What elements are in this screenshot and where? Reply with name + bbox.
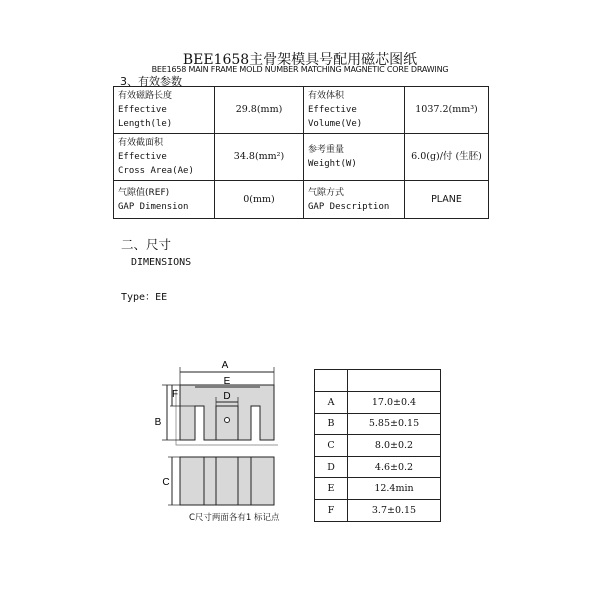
marking-note: C尺寸两面各有1 标记点 — [189, 513, 280, 523]
dim-value: 4.6±0.2 — [348, 456, 441, 478]
section-effective-params-heading: 3、有效参数 — [120, 75, 182, 88]
dim-key: C — [315, 435, 348, 457]
label-f: F — [171, 389, 179, 400]
label-b: B — [154, 417, 162, 428]
cross-area-value: 34.8(mm²) — [215, 134, 304, 181]
table-row — [315, 456, 441, 478]
label-d: D — [223, 391, 231, 402]
gap-desc-label-cell: 气隙方式 GAP Description — [304, 181, 405, 219]
page-subtitle: BEE1658 MAIN FRAME MOLD NUMBER MATCHING MAGNETIC CORE DRAWING — [151, 65, 449, 74]
page-title: BEE1658主骨架模具号配用磁芯图纸 — [182, 52, 418, 68]
core-side-view — [180, 457, 274, 505]
core-type-label: Type：EE — [121, 292, 168, 303]
table-row — [315, 499, 441, 521]
table-row — [315, 413, 441, 435]
table-row — [315, 435, 441, 457]
dim-key: E — [315, 478, 348, 500]
weight-value: 6.0(g)/付 (生胚) — [405, 134, 489, 181]
dim-value: 5.85±0.15 — [348, 413, 441, 435]
volume-label-cell: 有效体积 Effective Volume(Ve) — [304, 87, 405, 134]
label-c: C — [162, 477, 170, 488]
dim-table-header-key — [315, 370, 348, 392]
gap-label-cell: 气隙值(REF) GAP Dimension — [114, 181, 215, 219]
cross-area-label-cell: 有效截面积 Effective Cross Area(Ae) — [114, 134, 215, 181]
weight-label-cell: 参考重量 Weight(W) — [304, 134, 405, 181]
core-dimension-drawing — [150, 355, 290, 515]
dim-key: F — [315, 499, 348, 521]
dimension-table — [314, 369, 441, 522]
mark-point — [225, 418, 230, 423]
dimensions-label: DIMENSIONS — [131, 257, 192, 268]
dim-value: 12.4min — [348, 478, 441, 500]
dim-value: 8.0±0.2 — [348, 435, 441, 457]
effective-params-table — [113, 86, 489, 219]
dim-key: D — [315, 456, 348, 478]
path-length-value: 29.8(mm) — [215, 87, 304, 134]
table-row — [315, 478, 441, 500]
table-row — [315, 392, 441, 414]
label-e: E — [223, 376, 231, 387]
dim-key: A — [315, 392, 348, 414]
dim-value: 17.0±0.4 — [348, 392, 441, 414]
gap-desc-value: PLANE — [405, 181, 489, 219]
label-a: A — [221, 360, 229, 371]
dim-value: 3.7±0.15 — [348, 499, 441, 521]
path-length-label-cell: 有效磁路长度 Effective Length(le) — [114, 87, 215, 134]
dim-key: B — [315, 413, 348, 435]
gap-value: 0(mm) — [215, 181, 304, 219]
volume-value: 1037.2(mm³) — [405, 87, 489, 134]
section-dimensions-heading: 二、尺寸 — [121, 237, 172, 252]
dim-table-header-value — [348, 370, 441, 392]
